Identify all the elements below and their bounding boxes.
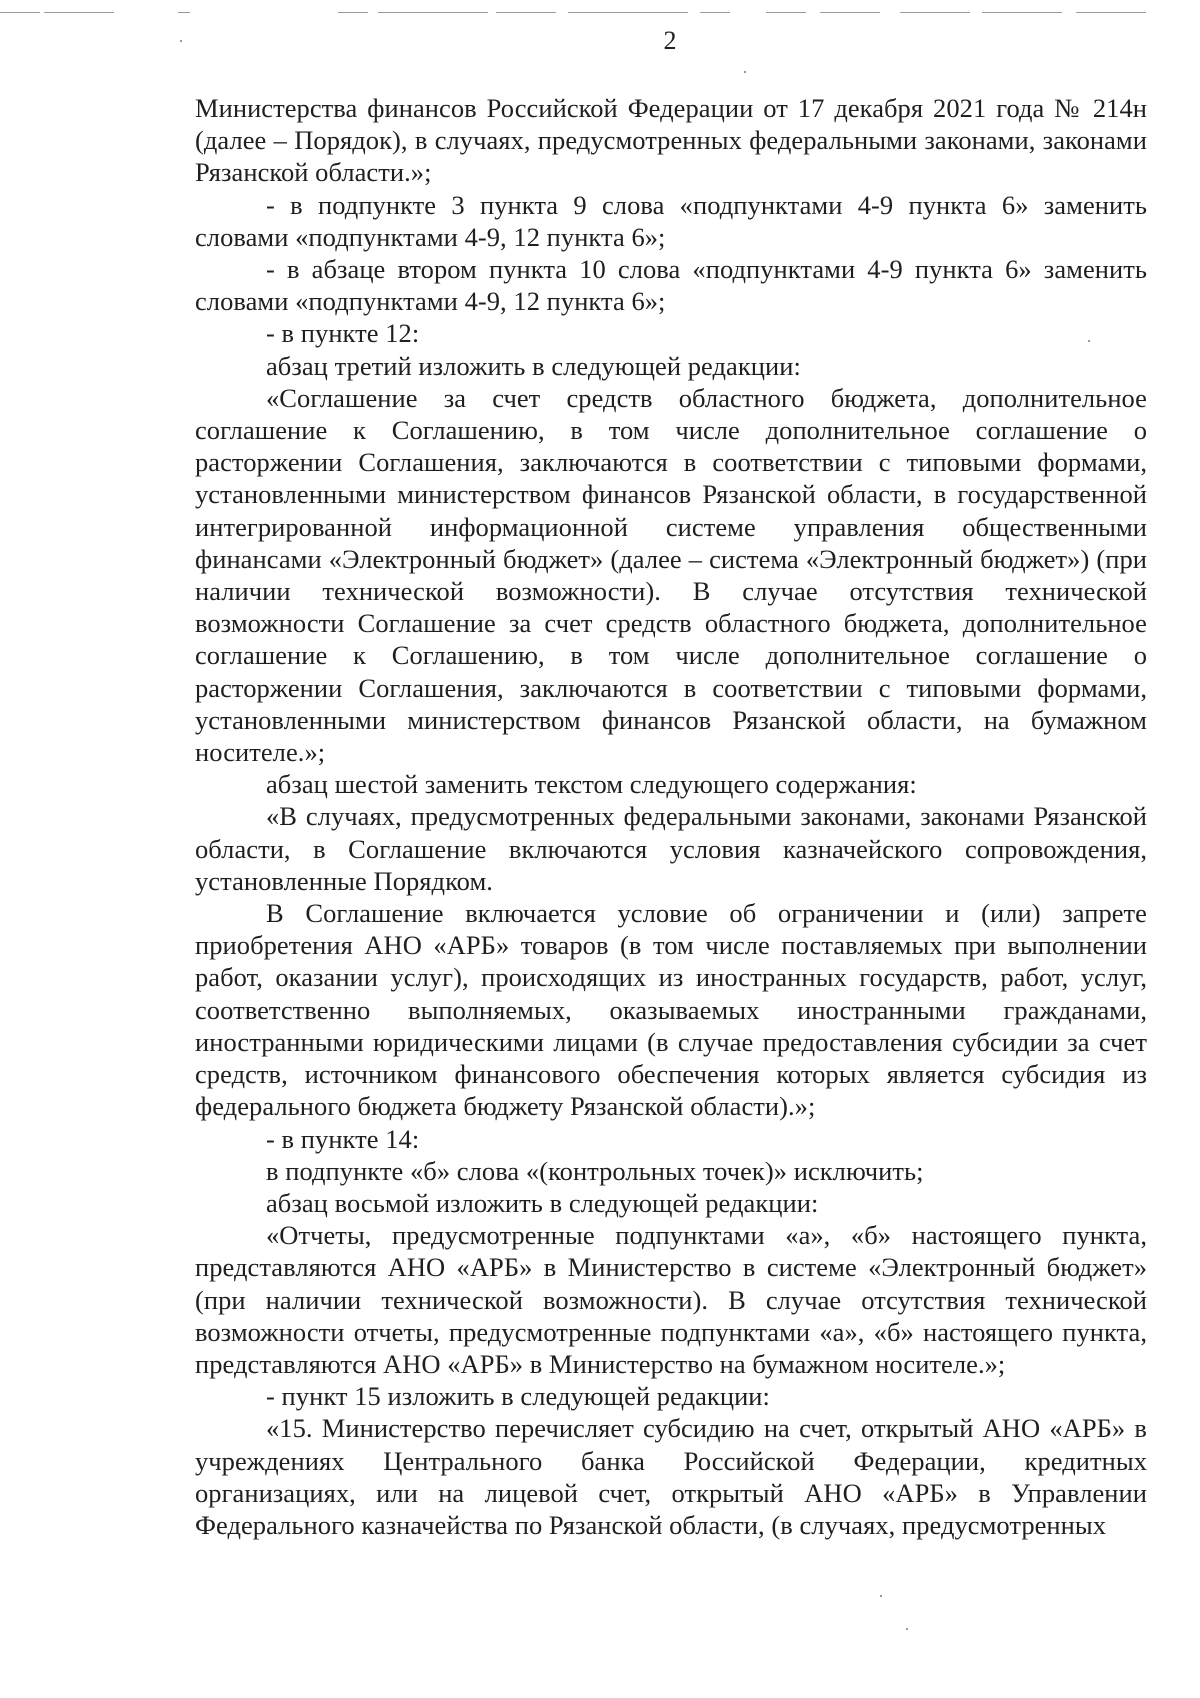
scan-edge-artifacts [0, 12, 1200, 22]
scan-speck [906, 1628, 908, 1630]
paragraph: абзац восьмой изложить в следующей редакции: [266, 1187, 819, 1218]
paragraph: Министерства финансов Российской Федерации от 17 декабря 2021 года № 214н (далее – Порядок), в случаях, предусмотренных федеральными законами, законами Рязанской области.»; [195, 93, 1147, 188]
paragraph: «В случаях, предусмотренных федеральными законами, законами Рязанской области, в Соглашение включаются условия казначейского сопровождения, установленные Порядком. [195, 801, 1147, 896]
paragraph: - в пункте 14: [266, 1123, 420, 1154]
scan-speck [744, 71, 746, 73]
page-number: 2 [663, 26, 677, 55]
paragraph: «15. Министерство перечисляет субсидию на счет, открытый АНО «АРБ» в учреждениях Центрального банка Российской Федерации, кредитных организациях, или на лицевой счет, открытый АНО «АРБ» в Управлении Федерального казначейства по Рязанской области, (в случаях, предусмотренных [195, 1413, 1147, 1540]
scan-speck [880, 1595, 882, 1597]
paragraph: в подпункте «б» слова «(контрольных точек)» исключить; [266, 1155, 924, 1186]
paragraph: «Соглашение за счет средств областного бюджета, дополнительное соглашение к Соглашению, в том числе дополнительное соглашение о расторжении Соглашения, заключаются в соответствии с типовыми формами, установленными министерством финансов Рязанской области, в государственной интегрированной информационной системе управления общественными финансами «Электронный бюджет» (далее – система «Электронный бюджет») (при наличии технической возможности). В случае отсутствия технической возможности Соглашение за счет средств областного бюджета, дополнительное соглашение к Соглашению, в том числе дополнительное соглашение о расторжении Соглашения, заключаются в соответствии с типовыми формами, установленными министерством финансов Рязанской области, на бумажном носителе.»; [195, 382, 1147, 768]
paragraph: абзац шестой заменить текстом следующего содержания: [266, 769, 917, 800]
paragraph: В Соглашение включается условие об ограничении и (или) запрете приобретения АНО «АРБ» товаров (в том числе поставляемых при выполнении работ, оказании услуг), происходящих из иностранных государств, работ, услуг, соответственно выполняемых, оказываемых иностранными гражданами, иностранными юридическими лицами (в случае предоставления субсидии за счет средств, источником финансового обеспечения которых является субсидия из федерального бюджета бюджету Рязанской области).»; [195, 898, 1147, 1122]
paragraph: - пункт 15 изложить в следующей редакции: [266, 1381, 770, 1412]
paragraph: - в пункте 12: [266, 318, 420, 349]
paragraph: абзац третий изложить в следующей редакции: [266, 350, 801, 381]
document-body [195, 92, 1147, 1541]
paragraph: - в подпункте 3 пункта 9 слова «подпунктами 4-9 пункта 6» заменить словами «подпунктами 4-9, 12 пункта 6»; [195, 189, 1147, 252]
paragraph: «Отчеты, предусмотренные подпунктами «а», «б» настоящего пункта, представляются АНО «АРБ» в Министерство в системе «Электронный бюджет» (при наличии технической возможности). В случае отсутствия технической возможности отчеты, предусмотренные подпунктами «а», «б» настоящего пункта, представляются АНО «АРБ» в Министерство на бумажном носителе.»; [195, 1220, 1147, 1379]
paragraph: - в абзаце втором пункта 10 слова «подпунктами 4-9 пункта 6» заменить словами «подпунктами 4-9, 12 пункта 6»; [195, 254, 1147, 317]
